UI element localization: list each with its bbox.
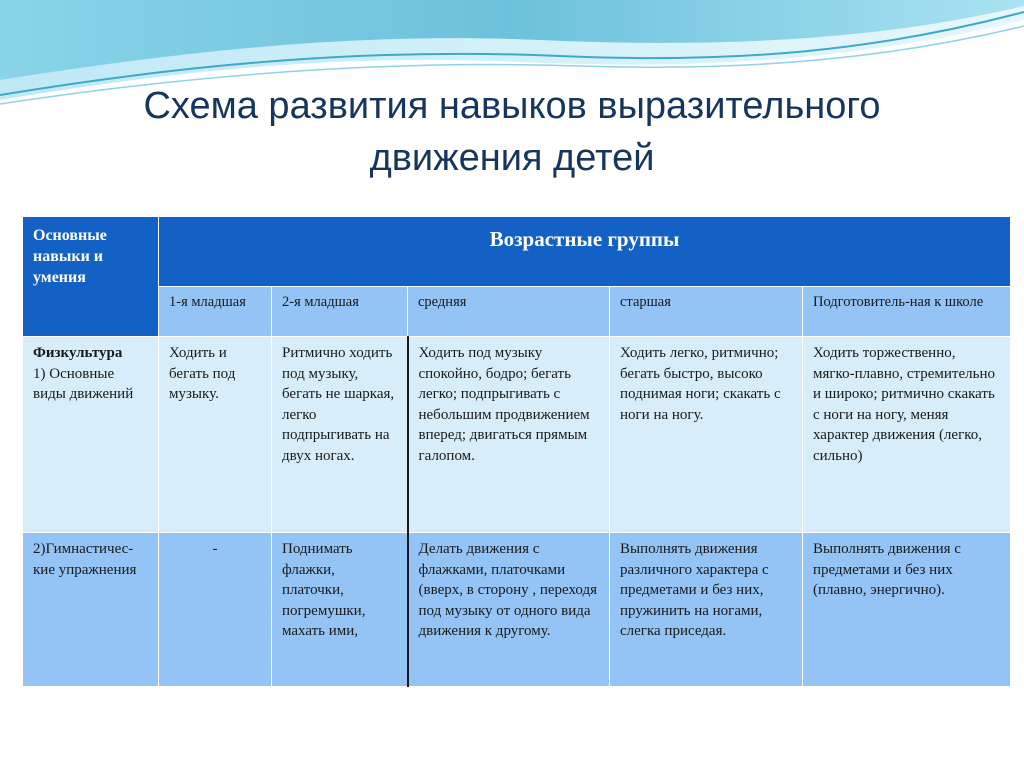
- title-line-2: движения детей: [369, 137, 655, 179]
- table-cell: Ритмично ходить под музыку, бегать не шаркая, легко подпрыгивать на двух ногах.: [272, 337, 408, 533]
- table-cell: Делать движения с флажками, платочками (вверх, в сторону , переходя под музыку от одного вида движения к другому.: [408, 533, 610, 687]
- title-line-1: Схема развития навыков выразительного: [143, 85, 881, 127]
- table-cell: Ходить легко, ритмично; бегать быстро, высоко поднимая ноги; скакать с ноги на ногу.: [610, 337, 803, 533]
- row-label: [23, 533, 159, 687]
- table-cell: Выполнять движения различного характера с предметами и без них, пружинить на ногами, слегка приседая.: [610, 533, 803, 687]
- group-5-header: Подготовитель-ная к школе: [803, 287, 1011, 337]
- group-2-header: 2-я младшая: [272, 287, 408, 337]
- row-label-bold: Физкультура: [33, 345, 123, 361]
- skills-table: [22, 216, 1011, 687]
- row-label: [23, 337, 159, 533]
- page-title: [62, 80, 962, 184]
- corner-header: Основные навыки и умения: [23, 217, 159, 337]
- table-row: [23, 337, 1011, 533]
- table-cell: -: [159, 533, 272, 687]
- group-4-header: старшая: [610, 287, 803, 337]
- table-row: [23, 533, 1011, 687]
- table-cell: Ходить и бегать под музыку.: [159, 337, 272, 533]
- table-cell: Ходить под музыку спокойно, бодро; бегать легко; подпрыгивать с небольшим продвижением вперед; двигаться прямым галопом.: [408, 337, 610, 533]
- table-cell: Поднимать флажки, платочки, погремушки, махать ими,: [272, 533, 408, 687]
- age-groups-header: Возрастные группы: [159, 217, 1011, 287]
- table-cell: Выполнять движения с предметами и без них (плавно, энергично).: [803, 533, 1011, 687]
- row-label-text: 1) Основные виды движений: [33, 365, 134, 402]
- table-cell: Ходить торжественно, мягко-плавно, стремительно и широко; ритмично скакать с ноги на ногу, меняя характер движения (легко, сильно): [803, 337, 1011, 533]
- group-3-header: средняя: [408, 287, 610, 337]
- group-1-header: 1-я младшая: [159, 287, 272, 337]
- row-label-text: 2)Гимнастичес-кие упражнения: [33, 541, 137, 578]
